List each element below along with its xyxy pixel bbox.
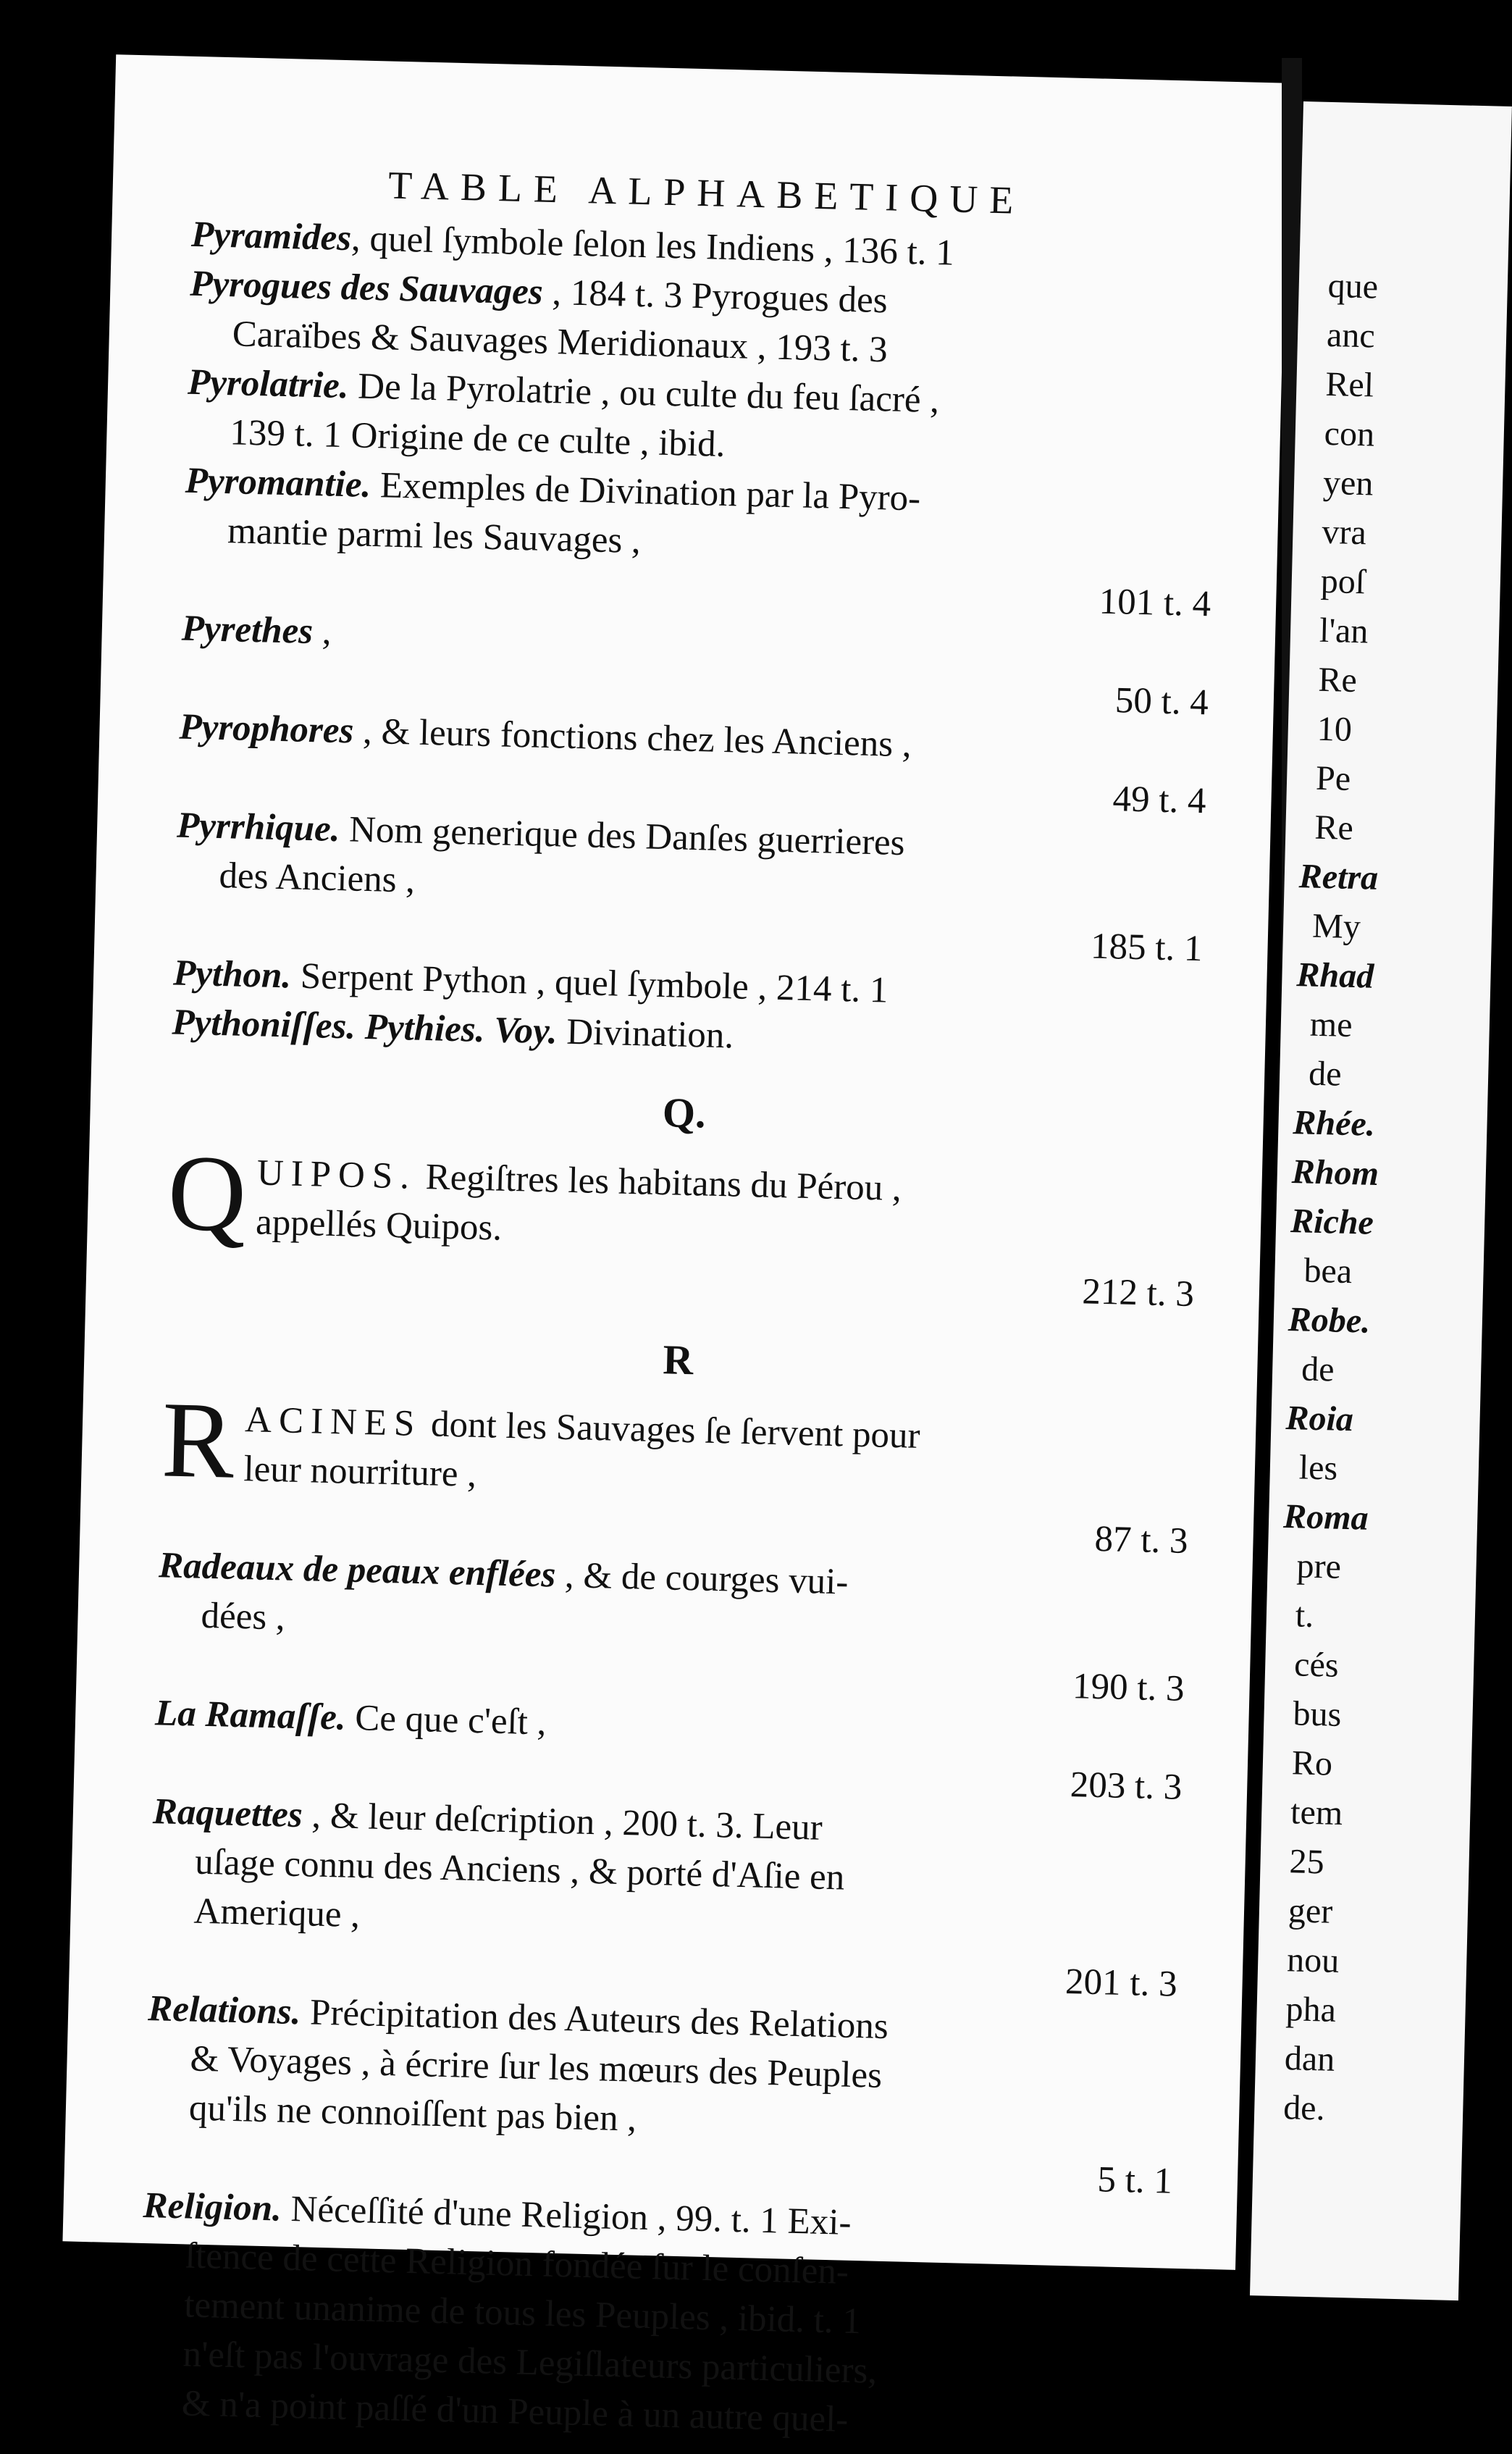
right-page-line: les xyxy=(1298,1448,1338,1488)
right-page-line: me xyxy=(1309,1005,1353,1045)
entry-heading: Pyromantie. xyxy=(185,460,371,506)
entry-page-ref: 203 t. 3 xyxy=(1070,1764,1183,1808)
right-page-line: t. xyxy=(1295,1596,1314,1635)
entry-heading: Pyrolatrie. xyxy=(187,361,350,407)
right-page-line: Rel xyxy=(1324,364,1374,405)
entry-text: Néceſſité d'une Religion , 99. t. 1 Exi- xyxy=(281,2188,852,2243)
right-page-line: vra xyxy=(1321,512,1367,553)
index-entry xyxy=(182,456,1214,629)
q-entry-caps: UIPOS. xyxy=(256,1152,417,1197)
q-entry xyxy=(165,1132,1197,1319)
p-entries xyxy=(172,210,1220,1072)
r-first-text: dont les Sauvages ſe ſervent pour xyxy=(421,1404,921,1457)
entry-text: , xyxy=(312,611,332,653)
entry-page-ref: 49 t. 4 xyxy=(1112,779,1207,822)
right-page-line: Roia xyxy=(1285,1398,1354,1439)
q-entry-ref: 212 t. 3 xyxy=(1081,1271,1195,1315)
entry-text: Ce que c'eſt , xyxy=(345,1697,547,1743)
entry-text: Précipitation des Auteurs des Relations xyxy=(300,1992,889,2048)
page-title: TABLE ALPHABETIQUE xyxy=(387,163,1025,222)
entry-continuation: Caraïbes & Sauvages Meridionaux , 193 t. 3 xyxy=(232,314,889,371)
r-first-cont: leur nourriture , xyxy=(243,1449,477,1495)
right-page-line: ger xyxy=(1288,1891,1333,1931)
entry-text: , quel ſymbole ſelon les Indiens , 136 t. 1 xyxy=(350,218,955,274)
section-heading-r: R xyxy=(662,1336,694,1384)
index-entry xyxy=(144,1984,1177,2206)
right-page-line: 25 xyxy=(1288,1842,1325,1882)
r-first-entry xyxy=(159,1379,1191,1566)
right-page-line: 10 xyxy=(1316,709,1353,749)
index-entry xyxy=(156,1541,1188,1714)
right-page-line: Rhad xyxy=(1295,955,1374,996)
right-page-line: que xyxy=(1327,266,1379,306)
entry-heading: Relations. xyxy=(147,1988,302,2033)
right-page-line: pha xyxy=(1285,1990,1337,2030)
entry-continuation: n'eſt pas l'ouvrage des Legiſlateurs particuliers, xyxy=(182,2334,878,2392)
index-entry xyxy=(174,801,1206,974)
entry-heading: Pyrophores xyxy=(178,706,355,752)
right-page-line: Robe. xyxy=(1288,1299,1371,1341)
r-first-caps: ACINES xyxy=(244,1399,423,1445)
right-page-line: Roma xyxy=(1282,1496,1369,1538)
right-page-line: Rhom xyxy=(1291,1152,1379,1193)
entry-page-ref: 50 t. 4 xyxy=(1114,680,1209,724)
right-page-line: de xyxy=(1308,1054,1343,1094)
right-page-line: cés xyxy=(1293,1645,1340,1685)
right-page-line: My xyxy=(1311,906,1361,947)
entry-heading: Pyrethes xyxy=(181,608,314,653)
entry-text: , & leurs fonctions chez les Anciens , xyxy=(353,711,912,766)
entry-heading: Religion. xyxy=(143,2185,282,2229)
entry-continuation: dées , xyxy=(200,1595,286,1638)
right-page-line: bea xyxy=(1303,1251,1353,1291)
right-page-line: l'an xyxy=(1319,611,1369,651)
right-page-line: Re xyxy=(1317,660,1358,700)
index-entry xyxy=(148,1787,1181,2009)
left-page xyxy=(62,54,1288,2440)
entry-page-ref: 5 t. 1 xyxy=(1096,2159,1173,2202)
right-page-line: Retra xyxy=(1298,857,1379,897)
entry-heading: Raquettes xyxy=(152,1791,303,1836)
right-page-line: nou xyxy=(1286,1940,1340,1980)
right-page-line: pre xyxy=(1295,1546,1342,1586)
entry-page-ref: 101 t. 4 xyxy=(1099,581,1211,625)
entry-heading: Python. xyxy=(172,952,292,997)
q-entry-cont: appellés Quipos. xyxy=(255,1202,503,1249)
right-page-line: poſ xyxy=(1320,561,1366,602)
entry-text: Divination. xyxy=(556,1011,734,1057)
entry-continuation: ſtence de cette Religion fondée ſur le conſen- xyxy=(185,2235,849,2292)
right-page-line: tem xyxy=(1290,1793,1343,1833)
right-page-line: yen xyxy=(1322,463,1374,503)
entry-text: Exemples de Divination par la Pyro- xyxy=(370,464,921,519)
entry-continuation: tement unanime de tous les Peuples , ibid. t. 1 xyxy=(183,2285,862,2342)
entry-text: Nom generique des Danſes guerrieres xyxy=(339,809,906,864)
q-entry-text: Regiſtres les habitans du Pérou , xyxy=(416,1156,902,1210)
drop-cap-r: R xyxy=(160,1379,236,1502)
entry-heading: Pyrogues des Sauvages xyxy=(189,263,544,313)
entry-heading: Pyramides xyxy=(190,214,352,259)
right-page-line: de xyxy=(1301,1349,1335,1389)
r-first-ref: 87 t. 3 xyxy=(1093,1518,1189,1562)
entry-text: Serpent Python , quel ſymbole , 214 t. 1 xyxy=(290,955,889,1011)
entry-text: , & de courges vui- xyxy=(555,1554,849,1603)
right-page-line: anc xyxy=(1326,315,1376,356)
index-entry xyxy=(138,2181,1172,2453)
entry-text: , 184 t. 3 Pyrogues des xyxy=(542,272,889,322)
r-entries xyxy=(138,1541,1187,2452)
entry-text: , & leur deſcription , 200 t. 3. Leur xyxy=(302,1795,823,1848)
right-page-line: dan xyxy=(1284,2039,1335,2079)
entry-continuation: uſage connu des Anciens , & porté d'Aſie en xyxy=(194,1841,845,1898)
right-page-line: con xyxy=(1324,414,1375,454)
right-page-line: Re xyxy=(1314,808,1354,847)
entry-page-ref: 190 t. 3 xyxy=(1072,1666,1185,1709)
page-content xyxy=(138,158,1221,2453)
entry-page-ref: 201 t. 3 xyxy=(1064,1961,1178,2005)
section-heading-q: Q. xyxy=(662,1089,707,1137)
entry-continuation: Amerique , xyxy=(193,1890,361,1936)
right-page-line: bus xyxy=(1292,1694,1342,1734)
entry-heading: Pyrrhique. xyxy=(176,805,341,850)
right-page-line: Riche xyxy=(1290,1202,1374,1242)
right-page-line: Rhée. xyxy=(1292,1103,1376,1144)
entry-continuation: des Anciens , xyxy=(218,855,416,901)
right-page-line: Pe xyxy=(1315,758,1351,798)
entry-continuation: & n'a point paſſé d'un Peuple à un autre quel- xyxy=(181,2383,849,2440)
right-page-line: Ro xyxy=(1291,1743,1333,1783)
entry-continuation: qu'ils ne connoiſſent pas bien , xyxy=(188,2087,637,2140)
entry-continuation: 139 t. 1 Origine de ce culte , ibid. xyxy=(229,412,726,465)
drop-cap-q: Q xyxy=(166,1132,248,1255)
entry-continuation: mantie parmi les Sauvages , xyxy=(227,511,642,562)
right-page-line: de. xyxy=(1282,2088,1326,2128)
entry-continuation: & Voyages , à écrire ſur les mœurs des Peuples xyxy=(189,2038,883,2096)
entry-heading: La Ramaſſe. xyxy=(154,1693,347,1738)
entry-page-ref: 185 t. 1 xyxy=(1090,926,1204,970)
entry-heading: Radeaux de peaux enflées xyxy=(158,1545,557,1596)
entry-heading: Pythoniſſes. Pythies. Voy. xyxy=(171,1002,558,1052)
entry-text: De la Pyrolatrie , ou culte du feu ſacré , xyxy=(348,366,940,422)
